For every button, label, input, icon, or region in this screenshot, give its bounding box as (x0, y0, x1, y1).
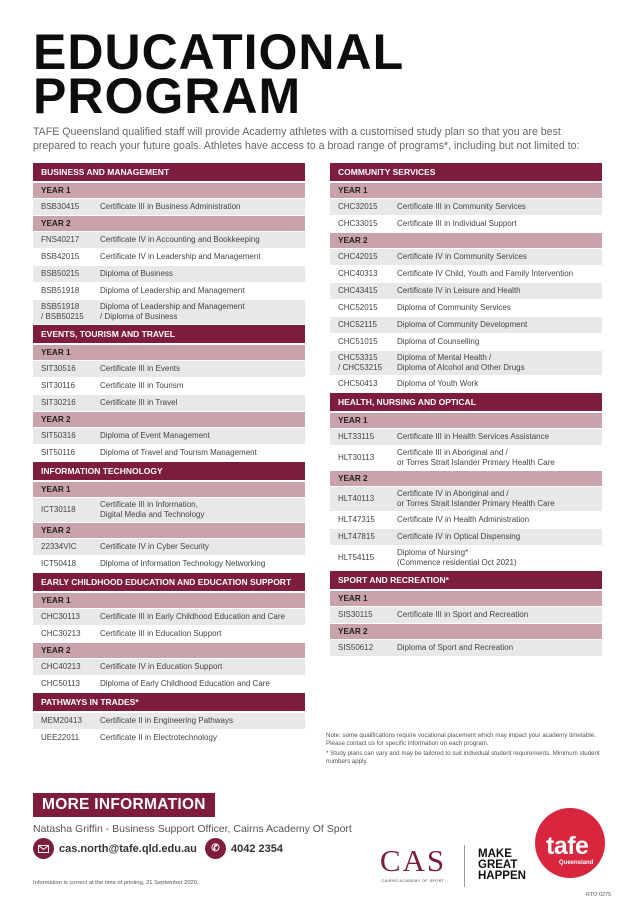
course-row (330, 607, 602, 623)
rto-number: RTO 0275 (586, 892, 612, 898)
slogan-line-1: MAKE (478, 848, 512, 860)
cas-logo-mark: CAS (379, 843, 447, 878)
year-header: YEAR 1 (330, 413, 602, 428)
course-name: Certificate IV in Optical Dispensing (397, 532, 521, 541)
year-header: YEAR 2 (33, 412, 305, 427)
course-row (33, 361, 305, 377)
slogan (478, 849, 526, 882)
section-header: EARLY CHILDHOOD EDUCATION AND EDUCATION SUPPORT (33, 573, 305, 591)
course-row (330, 266, 602, 282)
course-code: BSB30415 (41, 202, 80, 211)
section-header: COMMUNITY SERVICES (330, 163, 602, 181)
course-name: Diploma of Mental Health / Diploma of Alcohol and Other Drugs (397, 353, 525, 372)
course-code: SIT50116 (41, 448, 76, 457)
course-code: FNS40217 (41, 235, 80, 244)
course-row (330, 529, 602, 545)
envelope-icon (33, 838, 54, 859)
course-code: HLT47815 (338, 532, 375, 541)
course-code: SIS30115 (338, 610, 373, 619)
course-name: Diploma of Information Technology Networking (100, 559, 266, 568)
course-name: Certificate IV Child, Youth and Family Intervention (397, 269, 574, 278)
email-contact[interactable] (33, 838, 197, 859)
email-link[interactable]: cas.north@tafe.qld.edu.au (59, 842, 197, 855)
course-row (330, 317, 602, 333)
year-header: YEAR 1 (33, 183, 305, 198)
course-name: Diploma of Community Development (397, 320, 528, 329)
course-name: Certificate III in Information, Digital Media and Technology (100, 500, 205, 519)
course-name: Diploma of Leadership and Management (100, 286, 245, 295)
course-code: ICT30118 (41, 505, 76, 514)
course-code: MEM20413 (41, 716, 82, 725)
course-code: CHC40213 (41, 662, 81, 671)
course-name: Certificate IV in Leisure and Health (397, 286, 521, 295)
course-row (330, 487, 602, 511)
course-code: CHC33015 (338, 219, 378, 228)
slogan-line-3: HAPPEN (478, 870, 526, 882)
section-header: HEALTH, NURSING AND OPTICAL (330, 393, 602, 411)
cas-logo-subtitle: CAIRNS ACADEMY OF SPORT (381, 879, 445, 883)
course-row (33, 445, 305, 461)
course-name: Certificate III in Travel (100, 398, 178, 407)
slogan-line-2: GREAT (478, 859, 518, 871)
course-row (330, 376, 602, 392)
course-code: SIT30216 (41, 398, 76, 407)
course-code: CHC30113 (41, 612, 80, 621)
course-name: Diploma of Travel and Tourism Management (100, 448, 257, 457)
course-code: HLT33115 (338, 432, 375, 441)
course-name: Diploma of Early Childhood Education and Care (100, 679, 270, 688)
phone-number[interactable]: 4042 2354 (231, 842, 283, 855)
course-name: Diploma of Business (100, 269, 173, 278)
course-name: Certificate III in Business Administration (100, 202, 241, 211)
course-code: HLT47315 (338, 515, 375, 524)
course-name: Certificate IV in Cyber Security (100, 542, 209, 551)
course-name: Certificate II in Engineering Pathways (100, 716, 233, 725)
course-name: Certificate III in Community Services (397, 202, 526, 211)
course-row (330, 446, 602, 470)
course-row (33, 676, 305, 692)
course-name: Diploma of Counselling (397, 337, 480, 346)
course-name: Certificate IV in Health Administration (397, 515, 530, 524)
year-header: YEAR 1 (33, 593, 305, 608)
year-header: YEAR 2 (33, 216, 305, 231)
placement-note: Note: some qualifications require vocational placement which may impact your academy timetable. Please contact us for specific information on each program. (326, 732, 596, 747)
course-code: CHC42015 (338, 252, 378, 261)
course-name: Certificate III in Tourism (100, 381, 184, 390)
course-name: Certificate III in Individual Support (397, 219, 517, 228)
year-header: YEAR 1 (33, 482, 305, 497)
logo-divider (464, 845, 465, 887)
course-name: Certificate III in Education Support (100, 629, 222, 638)
cas-logo (372, 845, 454, 883)
course-row (33, 539, 305, 555)
more-info-heading: MORE INFORMATION (33, 793, 215, 817)
course-row (33, 249, 305, 265)
right-column (330, 163, 602, 657)
course-row (33, 626, 305, 642)
course-name: Certificate IV in Leadership and Management (100, 252, 261, 261)
left-column (33, 163, 305, 747)
course-code: ICT50418 (41, 559, 77, 568)
course-row (33, 378, 305, 394)
phone-contact[interactable] (205, 838, 283, 859)
year-header: YEAR 1 (330, 183, 602, 198)
course-code: CHC50113 (41, 679, 80, 688)
course-code: CHC30213 (41, 629, 81, 638)
course-code: SIT30116 (41, 381, 76, 390)
course-name: Certificate IV in Accounting and Bookkeeping (100, 235, 260, 244)
course-name: Certificate III in Sport and Recreation (397, 610, 529, 619)
course-code: SIT30516 (41, 364, 76, 373)
course-name: Diploma of Leadership and Management / Diploma of Business (100, 302, 245, 321)
course-code: CHC32015 (338, 202, 378, 211)
course-code: HLT54115 (338, 553, 375, 562)
course-row (330, 283, 602, 299)
course-code: CHC51015 (338, 337, 378, 346)
course-code: BSB42015 (41, 252, 80, 261)
course-row (330, 546, 602, 570)
course-name: Diploma of Event Management (100, 431, 210, 440)
section-header: PATHWAYS IN TRADES* (33, 693, 305, 711)
title-line-2: PROGRAM (33, 68, 302, 124)
course-code: BSB50215 (41, 269, 80, 278)
course-row (33, 428, 305, 444)
intro-paragraph: TAFE Queensland qualified staff will provide Academy athletes with a customised study plan so that you are best prepared to reach your future goals. Athletes have access to a broad range of programs*, including but not limited to: (33, 126, 580, 152)
course-row (330, 216, 602, 232)
course-code: HLT30113 (338, 453, 375, 462)
course-code: CHC52015 (338, 303, 378, 312)
year-header: YEAR 2 (330, 624, 602, 639)
year-header: YEAR 2 (33, 523, 305, 538)
year-header: YEAR 1 (330, 591, 602, 606)
year-header: YEAR 2 (330, 233, 602, 248)
course-row (330, 512, 602, 528)
course-code: BSB51918 (41, 286, 80, 295)
course-name: Certificate II in Electrotechnology (100, 733, 217, 742)
course-code: HLT40113 (338, 494, 375, 503)
course-row (33, 266, 305, 282)
course-code: CHC40313 (338, 269, 378, 278)
course-name: Certificate IV in Aboriginal and / or Torres Strait Islander Primary Health Care (397, 489, 555, 508)
course-row (330, 429, 602, 445)
course-row (330, 334, 602, 350)
course-name: Diploma of Sport and Recreation (397, 643, 514, 652)
course-row (33, 659, 305, 675)
title-line-1: EDUCATIONAL (33, 24, 405, 80)
contact-name: Natasha Griffin - Business Support Officer, Cairns Academy Of Sport (33, 823, 352, 835)
course-row (33, 283, 305, 299)
course-code: SIS50612 (338, 643, 374, 652)
course-row (33, 498, 305, 522)
section-header: INFORMATION TECHNOLOGY (33, 462, 305, 480)
course-row (330, 351, 602, 375)
course-name: Certificate IV in Education Support (100, 662, 223, 671)
course-row (330, 300, 602, 316)
course-name: Certificate III in Aboriginal and / or Torres Strait Islander Primary Health Care (397, 448, 555, 467)
phone-icon: ✆ (205, 838, 226, 859)
year-header: YEAR 2 (330, 471, 602, 486)
course-name: Certificate III in Events (100, 364, 181, 373)
course-code: 22334VIC (41, 542, 77, 551)
course-name: Certificate IV in Community Services (397, 252, 527, 261)
print-date-note: Information is correct at the time of printing, 21 September 2020. (33, 880, 199, 886)
course-code: CHC50413 (338, 379, 378, 388)
course-row (330, 640, 602, 656)
study-plan-note: * Study plans can vary and may be tailored to suit individual student requirements. Minimum student numbers apply. (326, 750, 600, 765)
course-row (33, 395, 305, 411)
course-row (33, 609, 305, 625)
course-name: Certificate III in Early Childhood Education and Care (100, 612, 285, 621)
course-row (330, 199, 602, 215)
course-row (33, 713, 305, 729)
course-name: Certificate III in Health Services Assistance (397, 432, 550, 441)
section-header: EVENTS, TOURISM AND TRAVEL (33, 325, 305, 343)
year-header: YEAR 2 (33, 643, 305, 658)
course-row (330, 249, 602, 265)
course-row (33, 232, 305, 248)
course-name: Diploma of Nursing* (Commence residential Oct 2021) (397, 548, 517, 567)
course-row (33, 199, 305, 215)
notes (326, 732, 606, 768)
tafe-logo-subtitle: Queensland (559, 860, 594, 866)
tafe-logo (535, 808, 605, 878)
course-code: SIT50316 (41, 431, 76, 440)
page-title (33, 24, 593, 124)
course-code: CHC52115 (338, 320, 377, 329)
year-header: YEAR 1 (33, 345, 305, 360)
course-row (33, 556, 305, 572)
course-name: Diploma of Youth Work (397, 379, 479, 388)
course-code: BSB51918 / BSB50215 (41, 302, 84, 321)
course-code: CHC53315 / CHC53215 (338, 353, 383, 372)
section-header: SPORT AND RECREATION* (330, 571, 602, 589)
course-code: UEE22011 (41, 733, 80, 742)
course-name: Diploma of Community Services (397, 303, 511, 312)
course-row (33, 730, 305, 746)
section-header: BUSINESS AND MANAGEMENT (33, 163, 305, 181)
course-row (33, 300, 305, 324)
tafe-logo-word: tafe (546, 832, 589, 860)
course-code: CHC43415 (338, 286, 378, 295)
